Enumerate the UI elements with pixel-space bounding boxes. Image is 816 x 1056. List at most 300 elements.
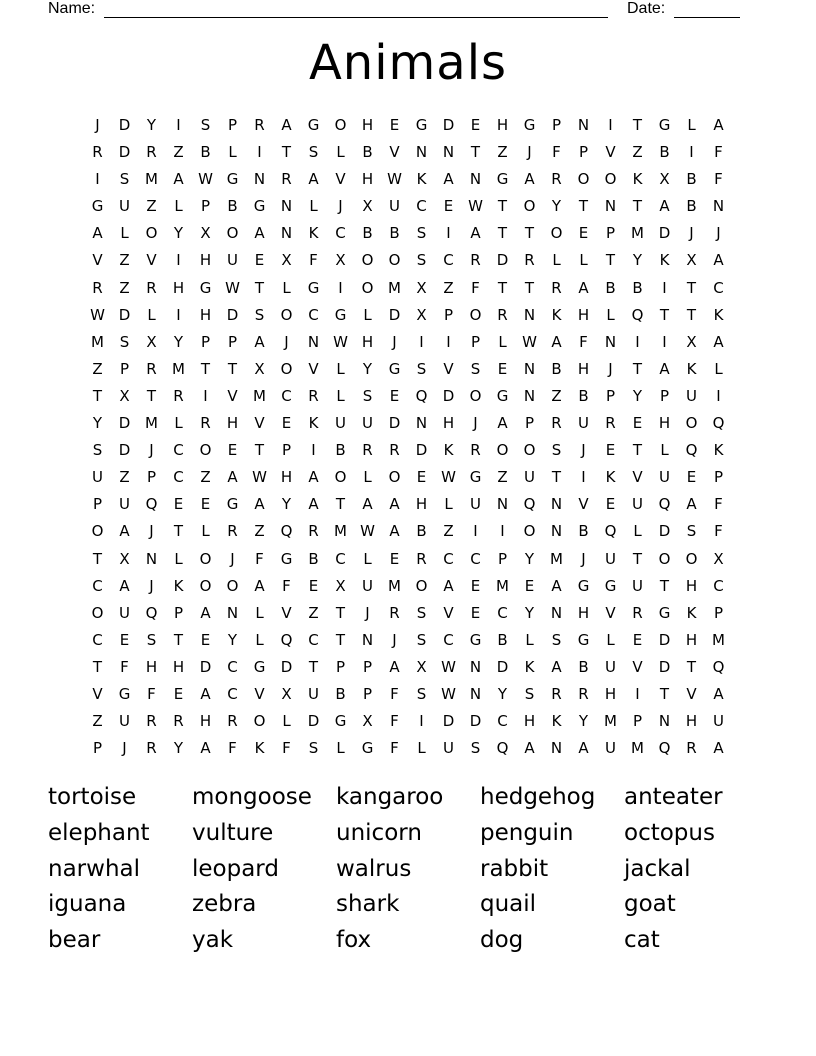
grid-letter[interactable]: A bbox=[173, 170, 184, 189]
grid-letter[interactable]: P bbox=[335, 657, 346, 676]
grid-letter[interactable]: T bbox=[281, 143, 292, 162]
grid-letter[interactable]: N bbox=[442, 143, 455, 162]
grid-letter[interactable]: B bbox=[497, 630, 508, 649]
grid-letter[interactable]: T bbox=[92, 549, 103, 568]
grid-letter[interactable]: X bbox=[119, 386, 130, 405]
grid-letter[interactable]: N bbox=[307, 332, 320, 351]
grid-letter[interactable]: D bbox=[469, 712, 482, 731]
grid-letter[interactable]: J bbox=[392, 630, 397, 649]
grid-letter[interactable]: Q bbox=[631, 305, 644, 324]
grid-letter[interactable]: T bbox=[497, 278, 508, 297]
grid-letter[interactable]: C bbox=[335, 549, 346, 568]
grid-letter[interactable]: W bbox=[198, 170, 213, 189]
grid-letter[interactable]: W bbox=[441, 468, 456, 487]
grid-letter[interactable]: A bbox=[713, 251, 724, 270]
grid-letter[interactable]: N bbox=[361, 630, 374, 649]
grid-letter[interactable]: P bbox=[281, 441, 292, 460]
grid-letter[interactable]: D bbox=[658, 630, 671, 649]
grid-letter[interactable]: D bbox=[658, 224, 671, 243]
grid-letter[interactable]: N bbox=[469, 657, 482, 676]
grid-letter[interactable]: A bbox=[713, 684, 724, 703]
grid-letter[interactable]: H bbox=[145, 657, 158, 676]
grid-letter[interactable]: S bbox=[254, 305, 265, 324]
grid-letter[interactable]: P bbox=[578, 143, 589, 162]
grid-letter[interactable]: N bbox=[469, 170, 482, 189]
grid-letter[interactable]: X bbox=[200, 224, 211, 243]
grid-letter[interactable]: C bbox=[713, 278, 724, 297]
grid-letter[interactable]: U bbox=[578, 414, 589, 433]
grid-letter[interactable]: T bbox=[254, 441, 265, 460]
grid-letter[interactable]: M bbox=[253, 386, 266, 405]
grid-letter[interactable]: D bbox=[388, 305, 401, 324]
grid-letter[interactable]: K bbox=[686, 603, 697, 622]
grid-letter[interactable]: O bbox=[199, 441, 212, 460]
grid-letter[interactable]: H bbox=[658, 414, 671, 433]
grid-letter[interactable]: U bbox=[632, 495, 643, 514]
grid-letter[interactable]: A bbox=[713, 332, 724, 351]
grid-letter[interactable]: C bbox=[281, 386, 292, 405]
grid-letter[interactable]: N bbox=[604, 332, 617, 351]
grid-letter[interactable]: I bbox=[581, 468, 586, 487]
grid-letter[interactable]: W bbox=[522, 332, 537, 351]
grid-letter[interactable]: G bbox=[307, 116, 320, 134]
grid-letter[interactable]: H bbox=[415, 495, 428, 514]
grid-letter[interactable]: Y bbox=[632, 386, 643, 405]
grid-letter[interactable]: A bbox=[281, 116, 292, 134]
grid-letter[interactable]: C bbox=[308, 305, 319, 324]
grid-letter[interactable]: D bbox=[199, 657, 212, 676]
grid-letter[interactable]: T bbox=[92, 386, 103, 405]
grid-letter[interactable]: R bbox=[227, 522, 238, 541]
grid-letter[interactable]: X bbox=[686, 332, 697, 351]
grid-letter[interactable]: P bbox=[632, 712, 643, 731]
grid-letter[interactable]: Y bbox=[362, 359, 373, 378]
grid-letter[interactable]: L bbox=[525, 630, 534, 649]
grid-letter[interactable]: S bbox=[470, 739, 481, 758]
grid-letter[interactable]: X bbox=[416, 278, 427, 297]
grid-letter[interactable]: C bbox=[173, 468, 184, 487]
grid-letter[interactable]: H bbox=[361, 170, 374, 189]
grid-letter[interactable]: P bbox=[146, 468, 157, 487]
grid-letter[interactable]: F bbox=[714, 170, 723, 189]
grid-letter[interactable]: C bbox=[443, 549, 454, 568]
grid-letter[interactable]: U bbox=[524, 468, 535, 487]
grid-letter[interactable]: Z bbox=[443, 278, 454, 297]
grid-letter[interactable]: F bbox=[120, 657, 129, 676]
grid-letter[interactable]: L bbox=[660, 441, 669, 460]
grid-letter[interactable]: D bbox=[226, 305, 239, 324]
grid-letter[interactable]: R bbox=[551, 414, 562, 433]
grid-letter[interactable]: N bbox=[523, 359, 536, 378]
grid-letter[interactable]: F bbox=[714, 522, 723, 541]
grid-letter[interactable]: E bbox=[605, 441, 616, 460]
grid-letter[interactable]: T bbox=[524, 278, 535, 297]
grid-letter[interactable]: Q bbox=[523, 495, 536, 514]
grid-letter[interactable]: I bbox=[95, 170, 100, 189]
grid-letter[interactable]: Q bbox=[145, 495, 158, 514]
grid-letter[interactable]: T bbox=[92, 657, 103, 676]
grid-letter[interactable]: X bbox=[335, 251, 346, 270]
grid-letter[interactable]: O bbox=[577, 170, 590, 189]
grid-letter[interactable]: Z bbox=[200, 468, 211, 487]
grid-letter[interactable]: U bbox=[362, 414, 373, 433]
grid-letter[interactable]: E bbox=[470, 576, 481, 595]
grid-letter[interactable]: B bbox=[362, 143, 373, 162]
grid-letter[interactable]: E bbox=[119, 630, 130, 649]
grid-letter[interactable]: D bbox=[118, 116, 131, 134]
grid-letter[interactable]: B bbox=[389, 224, 400, 243]
grid-letter[interactable]: M bbox=[388, 278, 401, 297]
grid-letter[interactable]: T bbox=[524, 224, 535, 243]
grid-letter[interactable]: X bbox=[416, 305, 427, 324]
grid-letter[interactable]: P bbox=[713, 603, 724, 622]
grid-letter[interactable]: R bbox=[470, 251, 481, 270]
grid-letter[interactable]: H bbox=[172, 278, 185, 297]
grid-letter[interactable]: O bbox=[199, 549, 212, 568]
grid-letter[interactable]: Q bbox=[415, 386, 428, 405]
grid-letter[interactable]: I bbox=[419, 332, 424, 351]
grid-letter[interactable]: W bbox=[225, 278, 240, 297]
grid-letter[interactable]: L bbox=[606, 305, 615, 324]
grid-letter[interactable]: E bbox=[200, 630, 211, 649]
grid-letter[interactable]: M bbox=[604, 712, 617, 731]
grid-letter[interactable]: U bbox=[713, 712, 724, 731]
grid-letter[interactable]: E bbox=[686, 468, 697, 487]
grid-letter[interactable]: S bbox=[470, 359, 481, 378]
grid-letter[interactable]: L bbox=[201, 522, 210, 541]
grid-letter[interactable]: F bbox=[390, 739, 399, 758]
grid-letter[interactable]: T bbox=[200, 359, 211, 378]
grid-letter[interactable]: G bbox=[604, 576, 617, 595]
grid-letter[interactable]: O bbox=[658, 549, 671, 568]
grid-letter[interactable]: G bbox=[253, 657, 266, 676]
grid-letter[interactable]: L bbox=[363, 549, 372, 568]
grid-letter[interactable]: D bbox=[496, 251, 509, 270]
grid-letter[interactable]: U bbox=[308, 684, 319, 703]
grid-letter[interactable]: V bbox=[254, 684, 265, 703]
grid-letter[interactable]: H bbox=[442, 414, 455, 433]
grid-letter[interactable]: P bbox=[227, 332, 238, 351]
grid-letter[interactable]: S bbox=[200, 116, 211, 134]
grid-letter[interactable]: O bbox=[550, 224, 563, 243]
grid-letter[interactable]: Z bbox=[308, 603, 319, 622]
grid-letter[interactable]: X bbox=[335, 576, 346, 595]
grid-letter[interactable]: T bbox=[632, 441, 643, 460]
grid-letter[interactable]: S bbox=[362, 386, 373, 405]
grid-letter[interactable]: X bbox=[254, 359, 265, 378]
grid-letter[interactable]: A bbox=[389, 495, 400, 514]
grid-letter[interactable]: K bbox=[443, 441, 454, 460]
grid-letter[interactable]: J bbox=[122, 739, 127, 758]
grid-letter[interactable]: S bbox=[551, 630, 562, 649]
grid-letter[interactable]: R bbox=[551, 684, 562, 703]
grid-letter[interactable]: F bbox=[282, 739, 291, 758]
grid-letter[interactable]: N bbox=[415, 143, 428, 162]
grid-letter[interactable]: A bbox=[497, 414, 508, 433]
grid-letter[interactable]: N bbox=[604, 197, 617, 216]
grid-letter[interactable]: O bbox=[388, 251, 401, 270]
grid-letter[interactable]: U bbox=[443, 739, 454, 758]
grid-letter[interactable]: I bbox=[473, 522, 478, 541]
grid-letter[interactable]: C bbox=[335, 224, 346, 243]
grid-letter[interactable]: I bbox=[635, 684, 640, 703]
grid-letter[interactable]: L bbox=[255, 603, 264, 622]
grid-letter[interactable]: R bbox=[605, 414, 616, 433]
grid-letter[interactable]: J bbox=[149, 441, 154, 460]
grid-letter[interactable]: Q bbox=[280, 630, 293, 649]
grid-letter[interactable]: C bbox=[443, 630, 454, 649]
grid-letter[interactable]: S bbox=[416, 603, 427, 622]
grid-letter[interactable]: V bbox=[308, 359, 319, 378]
grid-letter[interactable]: I bbox=[203, 386, 208, 405]
grid-letter[interactable]: B bbox=[335, 441, 346, 460]
grid-letter[interactable]: K bbox=[713, 305, 724, 324]
grid-letter[interactable]: L bbox=[336, 143, 345, 162]
grid-letter[interactable]: G bbox=[415, 116, 428, 134]
grid-letter[interactable]: F bbox=[282, 576, 291, 595]
grid-letter[interactable]: I bbox=[176, 305, 181, 324]
grid-letter[interactable]: D bbox=[118, 305, 131, 324]
grid-letter[interactable]: J bbox=[284, 332, 289, 351]
grid-letter[interactable]: I bbox=[446, 332, 451, 351]
grid-letter[interactable]: I bbox=[446, 224, 451, 243]
grid-letter[interactable]: L bbox=[444, 495, 453, 514]
grid-letter[interactable]: O bbox=[469, 386, 482, 405]
grid-letter[interactable]: G bbox=[577, 576, 590, 595]
grid-letter[interactable]: R bbox=[200, 414, 211, 433]
grid-letter[interactable]: P bbox=[524, 414, 535, 433]
grid-letter[interactable]: Y bbox=[173, 224, 184, 243]
grid-letter[interactable]: T bbox=[497, 224, 508, 243]
grid-letter[interactable]: G bbox=[307, 278, 320, 297]
grid-letter[interactable]: P bbox=[119, 359, 130, 378]
grid-letter[interactable]: L bbox=[255, 630, 264, 649]
grid-letter[interactable]: U bbox=[227, 251, 238, 270]
grid-letter[interactable]: H bbox=[685, 630, 698, 649]
grid-letter[interactable]: B bbox=[578, 522, 589, 541]
grid-letter[interactable]: A bbox=[524, 170, 535, 189]
grid-letter[interactable]: E bbox=[470, 116, 481, 134]
grid-letter[interactable]: Y bbox=[227, 630, 238, 649]
grid-letter[interactable]: I bbox=[662, 278, 667, 297]
grid-letter[interactable]: L bbox=[282, 278, 291, 297]
grid-letter[interactable]: A bbox=[227, 468, 238, 487]
grid-letter[interactable]: J bbox=[581, 441, 586, 460]
grid-letter[interactable]: I bbox=[500, 522, 505, 541]
grid-letter[interactable]: G bbox=[658, 603, 671, 622]
grid-letter[interactable]: L bbox=[363, 305, 372, 324]
grid-letter[interactable]: N bbox=[550, 495, 563, 514]
grid-letter[interactable]: X bbox=[146, 332, 157, 351]
grid-letter[interactable]: T bbox=[659, 305, 670, 324]
grid-letter[interactable]: E bbox=[632, 630, 643, 649]
grid-letter[interactable]: W bbox=[252, 468, 267, 487]
grid-letter[interactable]: O bbox=[415, 576, 428, 595]
grid-letter[interactable]: I bbox=[716, 386, 721, 405]
grid-letter[interactable]: B bbox=[686, 197, 697, 216]
grid-letter[interactable]: O bbox=[145, 224, 158, 243]
grid-letter[interactable]: K bbox=[308, 414, 319, 433]
grid-letter[interactable]: Q bbox=[712, 414, 725, 433]
grid-letter[interactable]: H bbox=[604, 684, 617, 703]
grid-letter[interactable]: Q bbox=[658, 495, 671, 514]
grid-letter[interactable]: N bbox=[280, 224, 293, 243]
grid-letter[interactable]: R bbox=[497, 305, 508, 324]
grid-letter[interactable]: E bbox=[254, 251, 265, 270]
grid-letter[interactable]: S bbox=[119, 170, 130, 189]
grid-letter[interactable]: F bbox=[309, 251, 318, 270]
grid-letter[interactable]: C bbox=[416, 197, 427, 216]
grid-letter[interactable]: O bbox=[226, 576, 239, 595]
grid-letter[interactable]: A bbox=[308, 468, 319, 487]
grid-letter[interactable]: L bbox=[309, 197, 318, 216]
grid-letter[interactable]: E bbox=[578, 224, 589, 243]
grid-letter[interactable]: I bbox=[419, 712, 424, 731]
grid-letter[interactable]: H bbox=[361, 332, 374, 351]
grid-letter[interactable]: O bbox=[685, 549, 698, 568]
grid-letter[interactable]: V bbox=[578, 495, 589, 514]
grid-letter[interactable]: Q bbox=[496, 739, 509, 758]
grid-letter[interactable]: U bbox=[632, 576, 643, 595]
grid-letter[interactable]: E bbox=[227, 441, 238, 460]
grid-letter[interactable]: U bbox=[335, 414, 346, 433]
grid-letter[interactable]: R bbox=[146, 359, 157, 378]
grid-letter[interactable]: T bbox=[497, 197, 508, 216]
grid-letter[interactable]: T bbox=[632, 197, 643, 216]
grid-letter[interactable]: N bbox=[658, 712, 671, 731]
grid-letter[interactable]: D bbox=[442, 116, 455, 134]
grid-letter[interactable]: J bbox=[716, 224, 721, 243]
grid-letter[interactable]: P bbox=[443, 305, 454, 324]
grid-letter[interactable]: T bbox=[632, 116, 643, 134]
grid-letter[interactable]: A bbox=[443, 170, 454, 189]
grid-letter[interactable]: U bbox=[470, 495, 481, 514]
grid-letter[interactable]: R bbox=[632, 603, 643, 622]
grid-letter[interactable]: K bbox=[551, 712, 562, 731]
grid-letter[interactable]: G bbox=[496, 386, 509, 405]
grid-letter[interactable]: H bbox=[199, 251, 212, 270]
grid-letter[interactable]: G bbox=[226, 170, 239, 189]
grid-letter[interactable]: D bbox=[118, 414, 131, 433]
grid-letter[interactable]: M bbox=[712, 630, 725, 649]
grid-letter[interactable]: Q bbox=[280, 522, 293, 541]
grid-letter[interactable]: F bbox=[147, 684, 156, 703]
grid-letter[interactable]: W bbox=[360, 522, 375, 541]
grid-letter[interactable]: P bbox=[605, 224, 616, 243]
grid-letter[interactable]: L bbox=[336, 386, 345, 405]
grid-letter[interactable]: K bbox=[524, 657, 535, 676]
grid-letter[interactable]: L bbox=[498, 332, 507, 351]
grid-letter[interactable]: H bbox=[685, 576, 698, 595]
grid-letter[interactable]: R bbox=[146, 278, 157, 297]
grid-letter[interactable]: U bbox=[605, 739, 616, 758]
grid-letter[interactable]: B bbox=[362, 224, 373, 243]
grid-letter[interactable]: H bbox=[172, 657, 185, 676]
grid-letter[interactable]: G bbox=[658, 116, 671, 134]
grid-letter[interactable]: O bbox=[388, 468, 401, 487]
grid-letter[interactable]: Y bbox=[92, 414, 103, 433]
grid-letter[interactable]: I bbox=[689, 143, 694, 162]
grid-letter[interactable]: T bbox=[659, 576, 670, 595]
grid-letter[interactable]: A bbox=[200, 684, 211, 703]
grid-letter[interactable]: T bbox=[686, 657, 697, 676]
grid-letter[interactable]: A bbox=[578, 739, 589, 758]
grid-letter[interactable]: X bbox=[281, 684, 292, 703]
grid-letter[interactable]: G bbox=[361, 739, 374, 758]
grid-letter[interactable]: W bbox=[387, 170, 402, 189]
grid-letter[interactable]: K bbox=[551, 305, 562, 324]
grid-letter[interactable]: H bbox=[496, 116, 509, 134]
grid-letter[interactable]: H bbox=[280, 468, 293, 487]
grid-letter[interactable]: A bbox=[551, 657, 562, 676]
grid-letter[interactable]: S bbox=[524, 684, 535, 703]
grid-letter[interactable]: B bbox=[659, 143, 670, 162]
grid-letter[interactable]: A bbox=[551, 332, 562, 351]
grid-letter[interactable]: I bbox=[176, 116, 181, 134]
grid-letter[interactable]: E bbox=[443, 197, 454, 216]
grid-letter[interactable]: E bbox=[389, 116, 400, 134]
grid-letter[interactable]: D bbox=[496, 657, 509, 676]
grid-letter[interactable]: T bbox=[578, 197, 589, 216]
grid-letter[interactable]: D bbox=[442, 712, 455, 731]
grid-letter[interactable]: M bbox=[145, 170, 158, 189]
grid-letter[interactable]: L bbox=[336, 739, 345, 758]
grid-letter[interactable]: O bbox=[604, 170, 617, 189]
grid-letter[interactable]: L bbox=[228, 143, 237, 162]
grid-letter[interactable]: T bbox=[686, 278, 697, 297]
grid-letter[interactable]: I bbox=[635, 332, 640, 351]
grid-letter[interactable]: T bbox=[335, 630, 346, 649]
grid-letter[interactable]: S bbox=[686, 522, 697, 541]
grid-letter[interactable]: Z bbox=[551, 386, 562, 405]
grid-letter[interactable]: W bbox=[90, 305, 105, 324]
grid-letter[interactable]: B bbox=[308, 549, 319, 568]
grid-letter[interactable]: R bbox=[578, 684, 589, 703]
grid-letter[interactable]: H bbox=[361, 116, 374, 134]
grid-letter[interactable]: X bbox=[119, 549, 130, 568]
grid-letter[interactable]: A bbox=[686, 495, 697, 514]
grid-letter[interactable]: R bbox=[308, 522, 319, 541]
grid-letter[interactable]: R bbox=[281, 170, 292, 189]
grid-letter[interactable]: I bbox=[608, 116, 613, 134]
grid-letter[interactable]: D bbox=[658, 657, 671, 676]
grid-letter[interactable]: O bbox=[361, 278, 374, 297]
grid-letter[interactable]: J bbox=[230, 549, 235, 568]
grid-letter[interactable]: V bbox=[227, 386, 238, 405]
grid-letter[interactable]: R bbox=[551, 170, 562, 189]
grid-letter[interactable]: W bbox=[468, 197, 483, 216]
grid-letter[interactable]: P bbox=[200, 197, 211, 216]
grid-letter[interactable]: A bbox=[713, 739, 724, 758]
grid-letter[interactable]: T bbox=[308, 657, 319, 676]
grid-letter[interactable]: P bbox=[659, 386, 670, 405]
grid-letter[interactable]: S bbox=[146, 630, 157, 649]
grid-letter[interactable]: G bbox=[118, 684, 131, 703]
grid-letter[interactable]: D bbox=[658, 522, 671, 541]
grid-letter[interactable]: P bbox=[470, 332, 481, 351]
grid-letter[interactable]: K bbox=[308, 224, 319, 243]
grid-letter[interactable]: G bbox=[199, 278, 212, 297]
grid-letter[interactable]: I bbox=[257, 143, 262, 162]
grid-letter[interactable]: Z bbox=[119, 468, 130, 487]
grid-letter[interactable]: S bbox=[551, 441, 562, 460]
grid-letter[interactable]: E bbox=[389, 386, 400, 405]
grid-letter[interactable]: L bbox=[336, 359, 345, 378]
grid-letter[interactable]: G bbox=[226, 495, 239, 514]
grid-letter[interactable]: T bbox=[227, 359, 238, 378]
grid-letter[interactable]: J bbox=[95, 116, 100, 134]
grid-letter[interactable]: K bbox=[686, 359, 697, 378]
